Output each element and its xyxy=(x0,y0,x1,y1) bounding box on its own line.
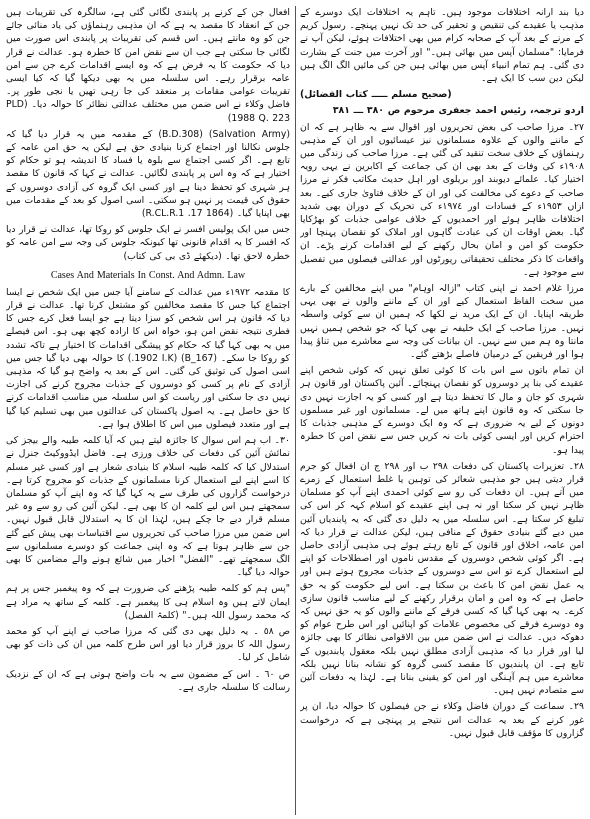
paragraph: ص ٥٨ ۔ یہ دلیل بھی دی گئی کہ مرزا صاحب نے اپنے آپ کو محمد رسول اللہ کا بروز قرار دیا اور اس طرح کلمہ میں ان کی ذات کو بھی شامل کر لیا۔ xyxy=(6,625,290,664)
citation-credit: (صحیح مسلم ـــــ کتاب الفضائل) xyxy=(300,89,452,101)
paragraph: "پس ہم کو کلمہ طیبہ پڑھنے کی ضرورت ہے کہ وہ پیغمبر جس پر ہم ایمان لاتے ہیں وہ اسلام ہی کا پیغمبر ہے۔ کلمہ کے ساتھ یہ مراد ہے کہ محمد رسول اللہ ہیں۔" (کلمۃ الفصل) xyxy=(6,583,290,621)
paragraph: ٢٧۔ مرزا صاحب کی بعض تحریروں اور اقوال سے یہ ظاہر ہے کہ ان کے ماننے والوں کے علاوہ مسلمانوں نیز عیسائیوں اور ان کے مذہبی رہنماؤں کے خلاف سخت تنقید کی گئی ہے۔ مرزا صاحب کی زندگی میں ١٩٠٨ء کی وفات کے بعد بھی ان کی جماعت کے اکابرین نے یہی رویہ اختیار کیا۔ علمائے دیوبند اور بریلوی اور اہل حدیث مکاتب فکر نے مرزا صاحب کے دعوے کی مخالفت کی اور ان کے خلاف فتاویٰ جاری کیے۔ بعد ازاں ١٩٥٣ء کے فسادات اور ١٩٧٤ء کی تحریک کے دوران بھی شدید اختلافات ظاہر ہوئے اور احمدیوں کے خلاف عوامی جذبات کو بھڑکایا گیا۔ بعض اوقات ان کی عبادت گاہوں اور املاک کو نقصان پہنچا اور حکومت کو امن و امان بحال رکھنے کے لیے اقدامات کرنے پڑے۔ ان واقعات کا ذکر مختلف تحقیقاتی رپورٹوں اور عدالتی فیصلوں میں تفصیل سے موجود ہے۔ xyxy=(300,121,584,278)
paragraph: کا مقدمہ ١٩٧٢ء میں عدالت کے سامنے آیا جس میں ایک شخص نے ایسا اجتماع کیا جس کا مقصد مخالفین کو مشتعل کرنا تھا۔ عدالت نے قرار دیا کہ قانون ہر اس شخص کو سزا دیتا ہے جو ایسا فعل کرے جس کا فطری نتیجہ نقض امن ہو، خواہ اس کا ارادہ کچھ بھی ہو۔ اس فیصلے میں یہ بھی کہا گیا کہ حکام کو پیشگی اقدامات کا اختیار ہے تاکہ تشدد کو روکا جا سکے۔ (B_167) (1902 I.K.) کا حوالہ بھی دیا گیا جس میں اسی اصول کی توثیق کی گئی۔ اس کے بعد یہ واضح ہو گیا کہ مذہبی آزادی کے نام پر کسی کو دوسروں کے جذبات مجروح کرنے کی اجازت نہیں دی جا سکتی اور ریاست کو اس سلسلہ میں مناسب اقدامات کرنے کا حق حاصل ہے۔ یہ اصول پاکستان کی عدالتوں میں بھی تسلیم کیا گیا ہے اور متعدد فیصلوں میں اس کا اطلاق ہوا ہے۔ xyxy=(6,286,290,430)
english-reference: Cases And Materials In Const. And Admn. Law xyxy=(50,269,246,281)
reference-heading: اردو ترجمہ، رئیس احمد جعفری مرحوم ص ٣٨٠ ـــ ٣٨١ xyxy=(332,105,584,117)
paragraph: مرزا غلام احمد نے اپنی کتاب "ازالہ اوہام" میں اپنے مخالفین کے بارے میں سخت الفاظ استعمال کیے اور ان کے ماننے والوں نے بھی یہی طریقہ اپنایا۔ ان کے ایک مرید نے لکھا کہ ہمیں ان سے کوئی واسطہ نہیں۔ مرزا صاحب کے ایک خلیفہ نے بھی کہا کہ جو شخص ہمیں نہیں مانتا وہ ہم میں سے نہیں۔ ان بیانات کی وجہ سے معاشرے میں تناؤ پیدا ہوا اور فریقین کے درمیان فاصلے بڑھتے گئے۔ xyxy=(300,283,584,361)
paragraph: ٢٩۔ سماعت کے دوران فاضل وکلاء نے جن فیصلوں کا حوالہ دیا، ان پر غور کرنے کے بعد یہ عدالت اس نتیجے پر پہنچی ہے کہ درخواست گزاروں کا مؤقف قابل قبول نہیں۔ xyxy=(300,701,584,739)
left-text-column xyxy=(6,6,290,815)
paragraph: افعال جن کے کرنے پر پابندی لگائی گئی ہے، سالگرہ کی تقریبات ہیں جن کے انعقاد کا مقصد یہ ہے کہ ان مذہبی رہنماؤں کی یاد منائی جائے جن کو وہ مانتے ہیں۔ اس قسم کی تقریبات پر پابندی اس صورت میں لگائی جا سکتی ہے جب ان سے نقض امن کا خطرہ ہو۔ عدالت نے قرار دیا کہ حکومت کا یہ فرض ہے کہ وہ ایسے اقدامات کرے جن سے امن عامہ برقرار رہے۔ اس سلسلہ میں یہ بھی دیکھا گیا کہ کیا ایسی تقریبات عوامی مقامات پر منعقد کی جا رہی تھیں یا نجی طور پر۔ فاضل وکلاء نے اس ضمن میں مختلف عدالتی نظائر کا حوالہ دیا۔ (PLD 1988 Q. 223) xyxy=(6,7,290,124)
paragraph: (Salvation Army) (B.D.308) کے مقدمہ میں یہ قرار دیا گیا کہ جلوس نکالنا اور اجتماع کرنا بنیادی حق ہے لیکن یہ حق امن عامہ کے تابع ہے۔ اگر کسی اجتماع سے بلوہ یا فساد کا اندیشہ ہو تو حکام کو اختیار ہے کہ وہ اس پر پابندی لگائیں۔ عدالت نے کہا کہ قانون کا مقصد ہر شہری کو تحفظ دینا ہے اور کسی ایک گروہ کی آزادی دوسروں کے حقوق کی قیمت پر نہیں ہو سکتی۔ اسی اصول کو بعد کے مقدمات میں بھی اپنایا گیا۔ (1864 17. R.CL.R.1) xyxy=(6,128,290,220)
paragraph: دیا بند ارانہ اختلافات موجود ہیں۔ تاہم یہ اختلافات ایک دوسرے کے مذہب یا عقیدے کی تنقیص و تحقیر کی حد تک نہیں پہنچے۔ رسول کریم کے مرنے کے بعد آپ کے صحابہ کرام میں بھی اختلافات ہوئے، لیکن آپ نے فرمایا: "مسلمان آپس میں بھائی ہیں۔" اور آخرت میں جنت کے بشارت دی گئی۔ ہم تمام انبیاء آپس میں بھائی ہیں جن کی مائیں الگ الگ ہیں لیکن دین سب کا ایک ہے۔ xyxy=(300,7,584,85)
right-text-column xyxy=(300,6,584,815)
column-divider xyxy=(295,6,296,815)
paragraph: ٢٨۔ تعزیرات پاکستان کی دفعات ٢٩٨ ب اور ٢٩٨ ج ان افعال کو جرم قرار دیتی ہیں جو مذہبی شعائر کی توہین یا غلط استعمال کے زمرے میں آتے ہیں۔ ان دفعات کی رو سے کوئی احمدی اپنے آپ کو مسلمان ظاہر نہیں کر سکتا اور نہ ہی اپنے عقیدے کو اسلام کہہ کر اس کی تبلیغ کر سکتا ہے۔ اس سلسلہ میں یہ دلیل دی گئی کہ یہ پابندیاں آئین میں دیے گئے بنیادی حقوق کے منافی ہیں، لیکن عدالت نے قرار دیا کہ امن عامہ، اخلاق اور قانون کے تابع رہتے ہوئے ہی مذہبی آزادی حاصل ہے۔ اگر کوئی شخص دوسروں کے مقدس ناموں اور اصطلاحات کو اپنے لیے استعمال کرے تو اس سے دوسروں کے جذبات مجروح ہوتے ہیں اور یہ عمل نقض امن کا باعث بن سکتا ہے۔ اس لیے حکومت کو یہ حق حاصل ہے کہ وہ امن و امان برقرار رکھنے کے لیے مناسب قانون سازی کرے۔ یہ بھی کہا گیا کہ کسی فرقے کے ماننے والوں کو یہ حق نہیں کہ وہ دوسرے فرقے کی مخصوص علامات کو اپنائیں اور اس طرح عوام کو دھوکہ دیں۔ عدالت نے اس ضمن میں بین الاقوامی نظائر کا بھی جائزہ لیا اور قرار دیا کہ مذہبی آزادی مطلق نہیں بلکہ معقول پابندیوں کے تابع ہے۔ ان پابندیوں کا مقصد کسی گروہ کو نشانہ بنانا نہیں بلکہ معاشرے میں ہم آہنگی اور امن کو یقینی بنانا ہے۔ لہٰذا یہ دفعات آئین سے متصادم نہیں ہیں۔ xyxy=(300,460,584,697)
paragraph: ان تمام باتوں سے اس بات کا کوئی تعلق نہیں کہ کوئی شخص اپنے عقیدے کی بنا پر دوسروں کو نقصان پہنچائے۔ آئین پاکستان اور قانون ہر شہری کو جان و مال کا تحفظ دیتا ہے اور کسی کو یہ اجازت نہیں دی جا سکتی کہ وہ قانون اپنے ہاتھ میں لے۔ مسلمانوں اور غیر مسلموں دونوں کے لیے یہ ضروری ہے کہ وہ ایک دوسرے کے مذہبی جذبات کا احترام کریں اور ایسی کوئی بات نہ کریں جس سے نقض امن کا خطرہ پیدا ہو۔ xyxy=(300,365,584,456)
paragraph: ٣٠۔ اب ہم اس سوال کا جائزہ لیتے ہیں کہ آیا کلمہ طیبہ والے بیجز کی نمائش آئین کی دفعات کی خلاف ورزی ہے۔ فاضل ایڈووکیٹ جنرل نے استدلال کیا کہ کلمہ طیبہ اسلام کا بنیادی شعار ہے اور کسی غیر مسلم کا اسے اپنے لیے استعمال کرنا مسلمانوں کے جذبات کو مجروح کرتا ہے۔ درخواست گزاروں کی طرف سے یہ کہا گیا کہ وہ اپنے آپ کو مسلمان سمجھتے ہیں اس لیے کلمہ ان کا بھی ہے۔ لیکن آئین کی رو سے وہ غیر مسلم قرار دیے جا چکے ہیں، لہٰذا ان کا یہ استدلال قابل قبول نہیں۔ اس ضمن میں مرزا صاحب کی تحریروں سے اقتباسات بھی پیش کیے گئے جن سے ظاہر ہوتا ہے کہ وہ اپنی جماعت کو دوسرے مسلمانوں سے الگ سمجھتے تھے۔ "الفضل" اخبار میں شائع ہونے والے مضامین کا بھی حوالہ دیا گیا۔ xyxy=(6,435,290,579)
paragraph: ص ٦٠ ۔ اس کے مضمون سے یہ بات واضح ہوتی ہے کہ ان کے نزدیک رسالت کا سلسلہ جاری ہے۔ xyxy=(6,668,290,693)
paragraph: جس میں ایک پولیس افسر نے ایک جلوس کو روکا تھا، عدالت نے قرار دیا کہ افسر کا یہ اقدام قانونی تھا کیونکہ جلوس کی وجہ سے امن عامہ کو خطرہ لاحق تھا۔ (دیکھئے ڈی بی کی کتاب) xyxy=(6,224,290,262)
